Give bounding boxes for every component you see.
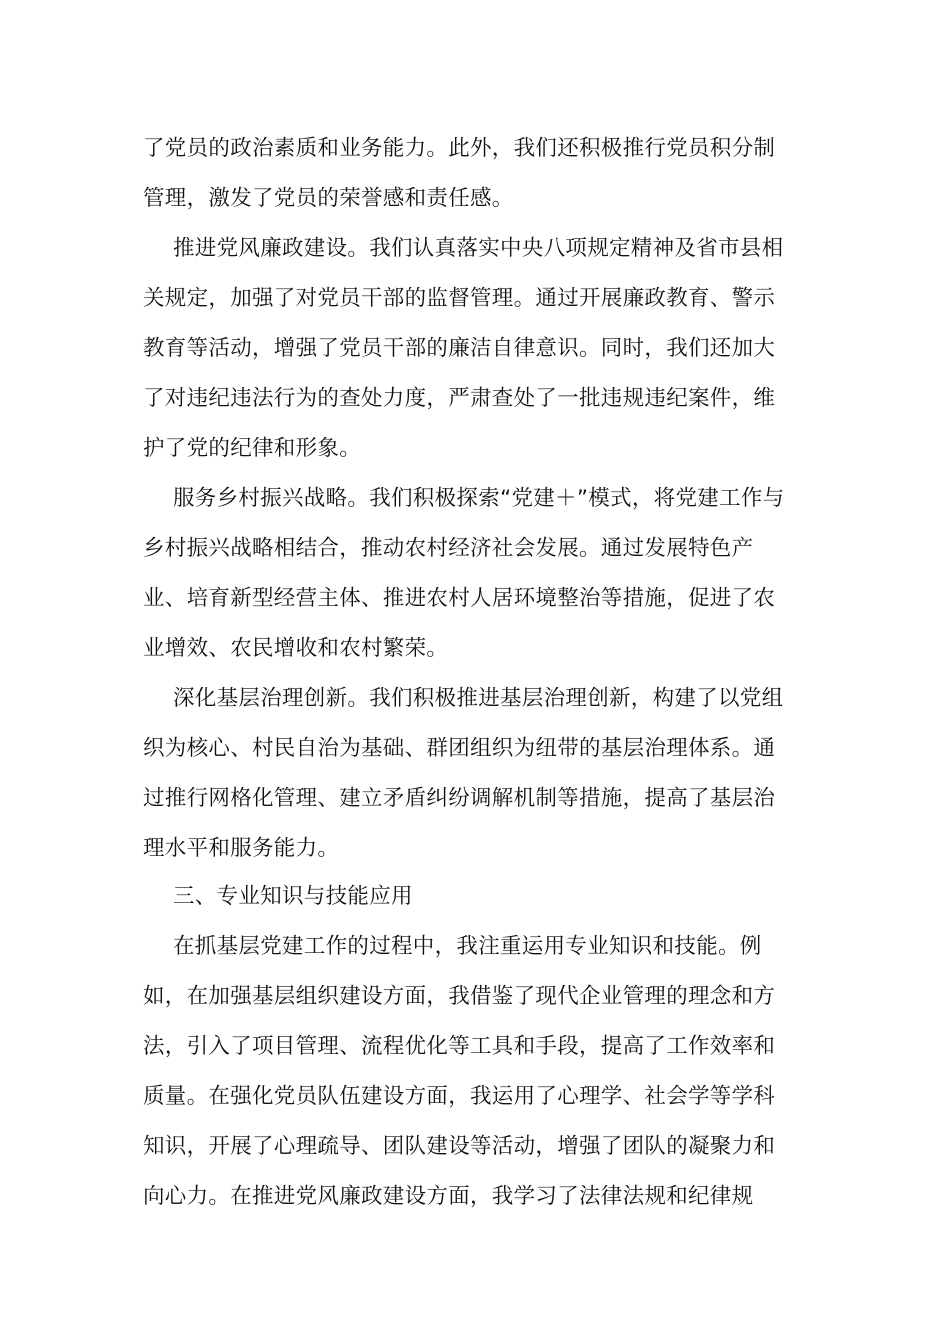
text-line: 过推行网格化管理、建立矛盾纠纷调解机制等措施，提高了基层治	[143, 786, 776, 811]
paragraph-start-line: 深化基层治理创新。我们积极推进基层治理创新，构建了以党组	[173, 686, 784, 711]
text-line: 向心力。在推进党风廉政建设方面，我学习了法律法规和纪律规	[143, 1184, 754, 1209]
text-line: 了对违纪违法行为的查处力度，严肃查处了一批违规违纪案件，维	[143, 386, 776, 411]
text-line: 业、培育新型经营主体、推进农村人居环境整治等措施，促进了农	[143, 586, 776, 611]
text-line: 了党员的政治素质和业务能力。此外，我们还积极推行党员积分制	[143, 136, 776, 161]
text-line: 法，引入了项目管理、流程优化等工具和手段，提高了工作效率和	[143, 1034, 776, 1059]
text-line: 如，在加强基层组织建设方面，我借鉴了现代企业管理的理念和方	[143, 984, 776, 1009]
paragraph-start-line: 服务乡村振兴战略。我们积极探索“党建＋”模式，将党建工作与	[173, 486, 785, 511]
text-line: 业增效、农民增收和农村繁荣。	[143, 636, 449, 661]
text-line: 教育等活动，增强了党员干部的廉洁自律意识。同时，我们还加大	[143, 336, 776, 361]
text-line: 质量。在强化党员队伍建设方面，我运用了心理学、社会学等学科	[143, 1084, 776, 1109]
text-line: 乡村振兴战略相结合，推动农村经济社会发展。通过发展特色产	[143, 536, 754, 561]
paragraph-start-line: 在抓基层党建工作的过程中，我注重运用专业知识和技能。例	[173, 934, 762, 959]
text-line: 织为核心、村民自治为基础、群团组织为纽带的基层治理体系。通	[143, 736, 776, 761]
text-line: 管理，激发了党员的荣誉感和责任感。	[143, 186, 514, 211]
section-heading: 三、专业知识与技能应用	[173, 884, 413, 909]
text-line: 关规定，加强了对党员干部的监督管理。通过开展廉政教育、警示	[143, 286, 776, 311]
text-line: 护了党的纪律和形象。	[143, 436, 362, 461]
text-line: 理水平和服务能力。	[143, 836, 340, 861]
paragraph-start-line: 推进党风廉政建设。我们认真落实中央八项规定精神及省市县相	[173, 236, 784, 261]
text-line: 知识，开展了心理疏导、团队建设等活动，增强了团队的凝聚力和	[143, 1134, 776, 1159]
